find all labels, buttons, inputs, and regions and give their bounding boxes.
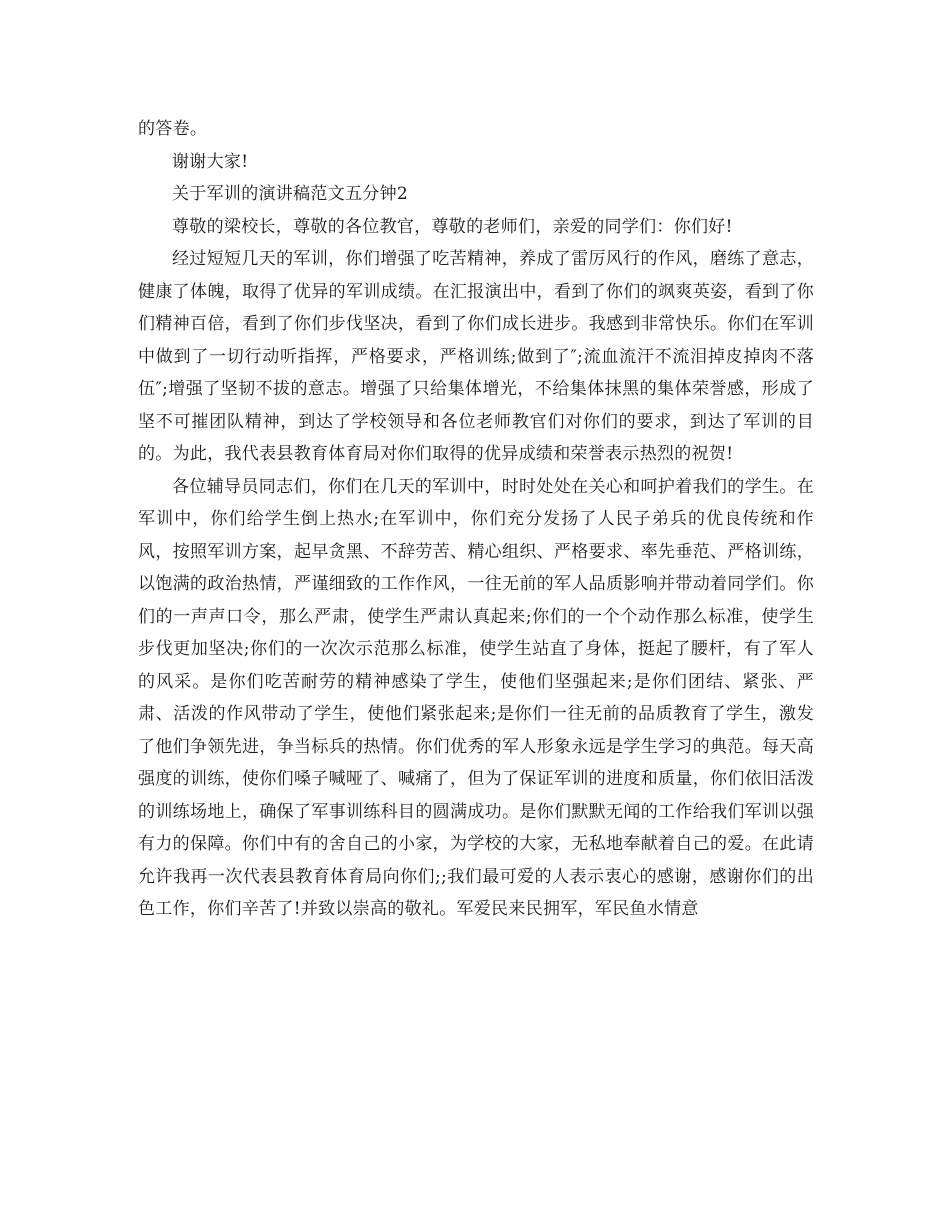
paragraph-continuation: 的答卷。 xyxy=(138,119,208,139)
section-heading: 关于军训的演讲稿范文五分钟2 xyxy=(172,184,409,204)
paragraph-thanks: 谢谢大家! xyxy=(172,151,249,172)
paragraph-body-1: 经过短短几天的军训，你们增强了吃苦精神，养成了雷厉风行的作风，磨练了意志，健康了体魄，取得了优异的军训成绩。在汇报演出中，看到了你们的飒爽英姿，看到了你们精神百倍，看到了你们步伐坚决，看到了你们成长进步。我感到非常快乐。你们在军训中做到了一切行动听指挥，严格要求，严格训练;做到了″;流血流汗不流泪掉皮掉肉不落伍″;增强了坚韧不拔的意志。增强了只给集体增光，不给集体抹黑的集体荣誉感，形成了坚不可摧团队精神，到达了学校领导和各位老师教官们对你们的要求，到达了军训的目的。为此，我代表县教育体育局对你们取得的优异成绩和荣誉表示热烈的祝贺! xyxy=(138,249,814,464)
document-body xyxy=(138,113,814,926)
paragraph-greeting: 尊敬的梁校长，尊敬的各位教官，尊敬的老师们，亲爱的同学们：你们好! xyxy=(172,216,733,237)
paragraph-body-2: 各位辅导员同志们，你们在几天的军训中，时时处处在关心和呵护着我们的学生。在军训中，你们给学生倒上热水;在军训中，你们充分发扬了人民子弟兵的优良传统和作风，按照军训方案，起早贪黑、不辞劳苦、精心组织、严格要求、率先垂范、严格训练，以饱满的政治热情，严谨细致的工作作风，一往无前的军人品质影响并带动着同学们。你们的一声声口令，那么严肃，使学生严肃认真起来;你们的一个个动作那么标准，使学生步伐更加坚决;你们的一次次示范那么标准，使学生站直了身体，挺起了腰杆，有了军人的风采。是你们吃苦耐劳的精神感染了学生，使他们坚强起来;是你们团结、紧张、严肃、活泼的作风带动了学生，使他们紧张起来;是你们一往无前的品质教育了学生，激发了他们争领先进，争当标兵的热情。你们优秀的军人形象永远是学生学习的典范。每天高强度的训练，使你们嗓子喊哑了、喊痛了，但为了保证军训的进度和质量，你们依旧活泼的训练场地上，确保了军事训练科目的圆满成功。是你们默默无闻的工作给我们军训以强有力的保障。你们中有的舍自己的小家，为学校的大家，无私地奉献着自己的爱。在此请允许我再一次代表县教育体育局向你们;;我们最可爱的人表示衷心的感谢，感谢你们的出色工作，你们辛苦了!并致以崇高的敬礼。军爱民来民拥军，军民鱼水情意 xyxy=(138,476,814,919)
